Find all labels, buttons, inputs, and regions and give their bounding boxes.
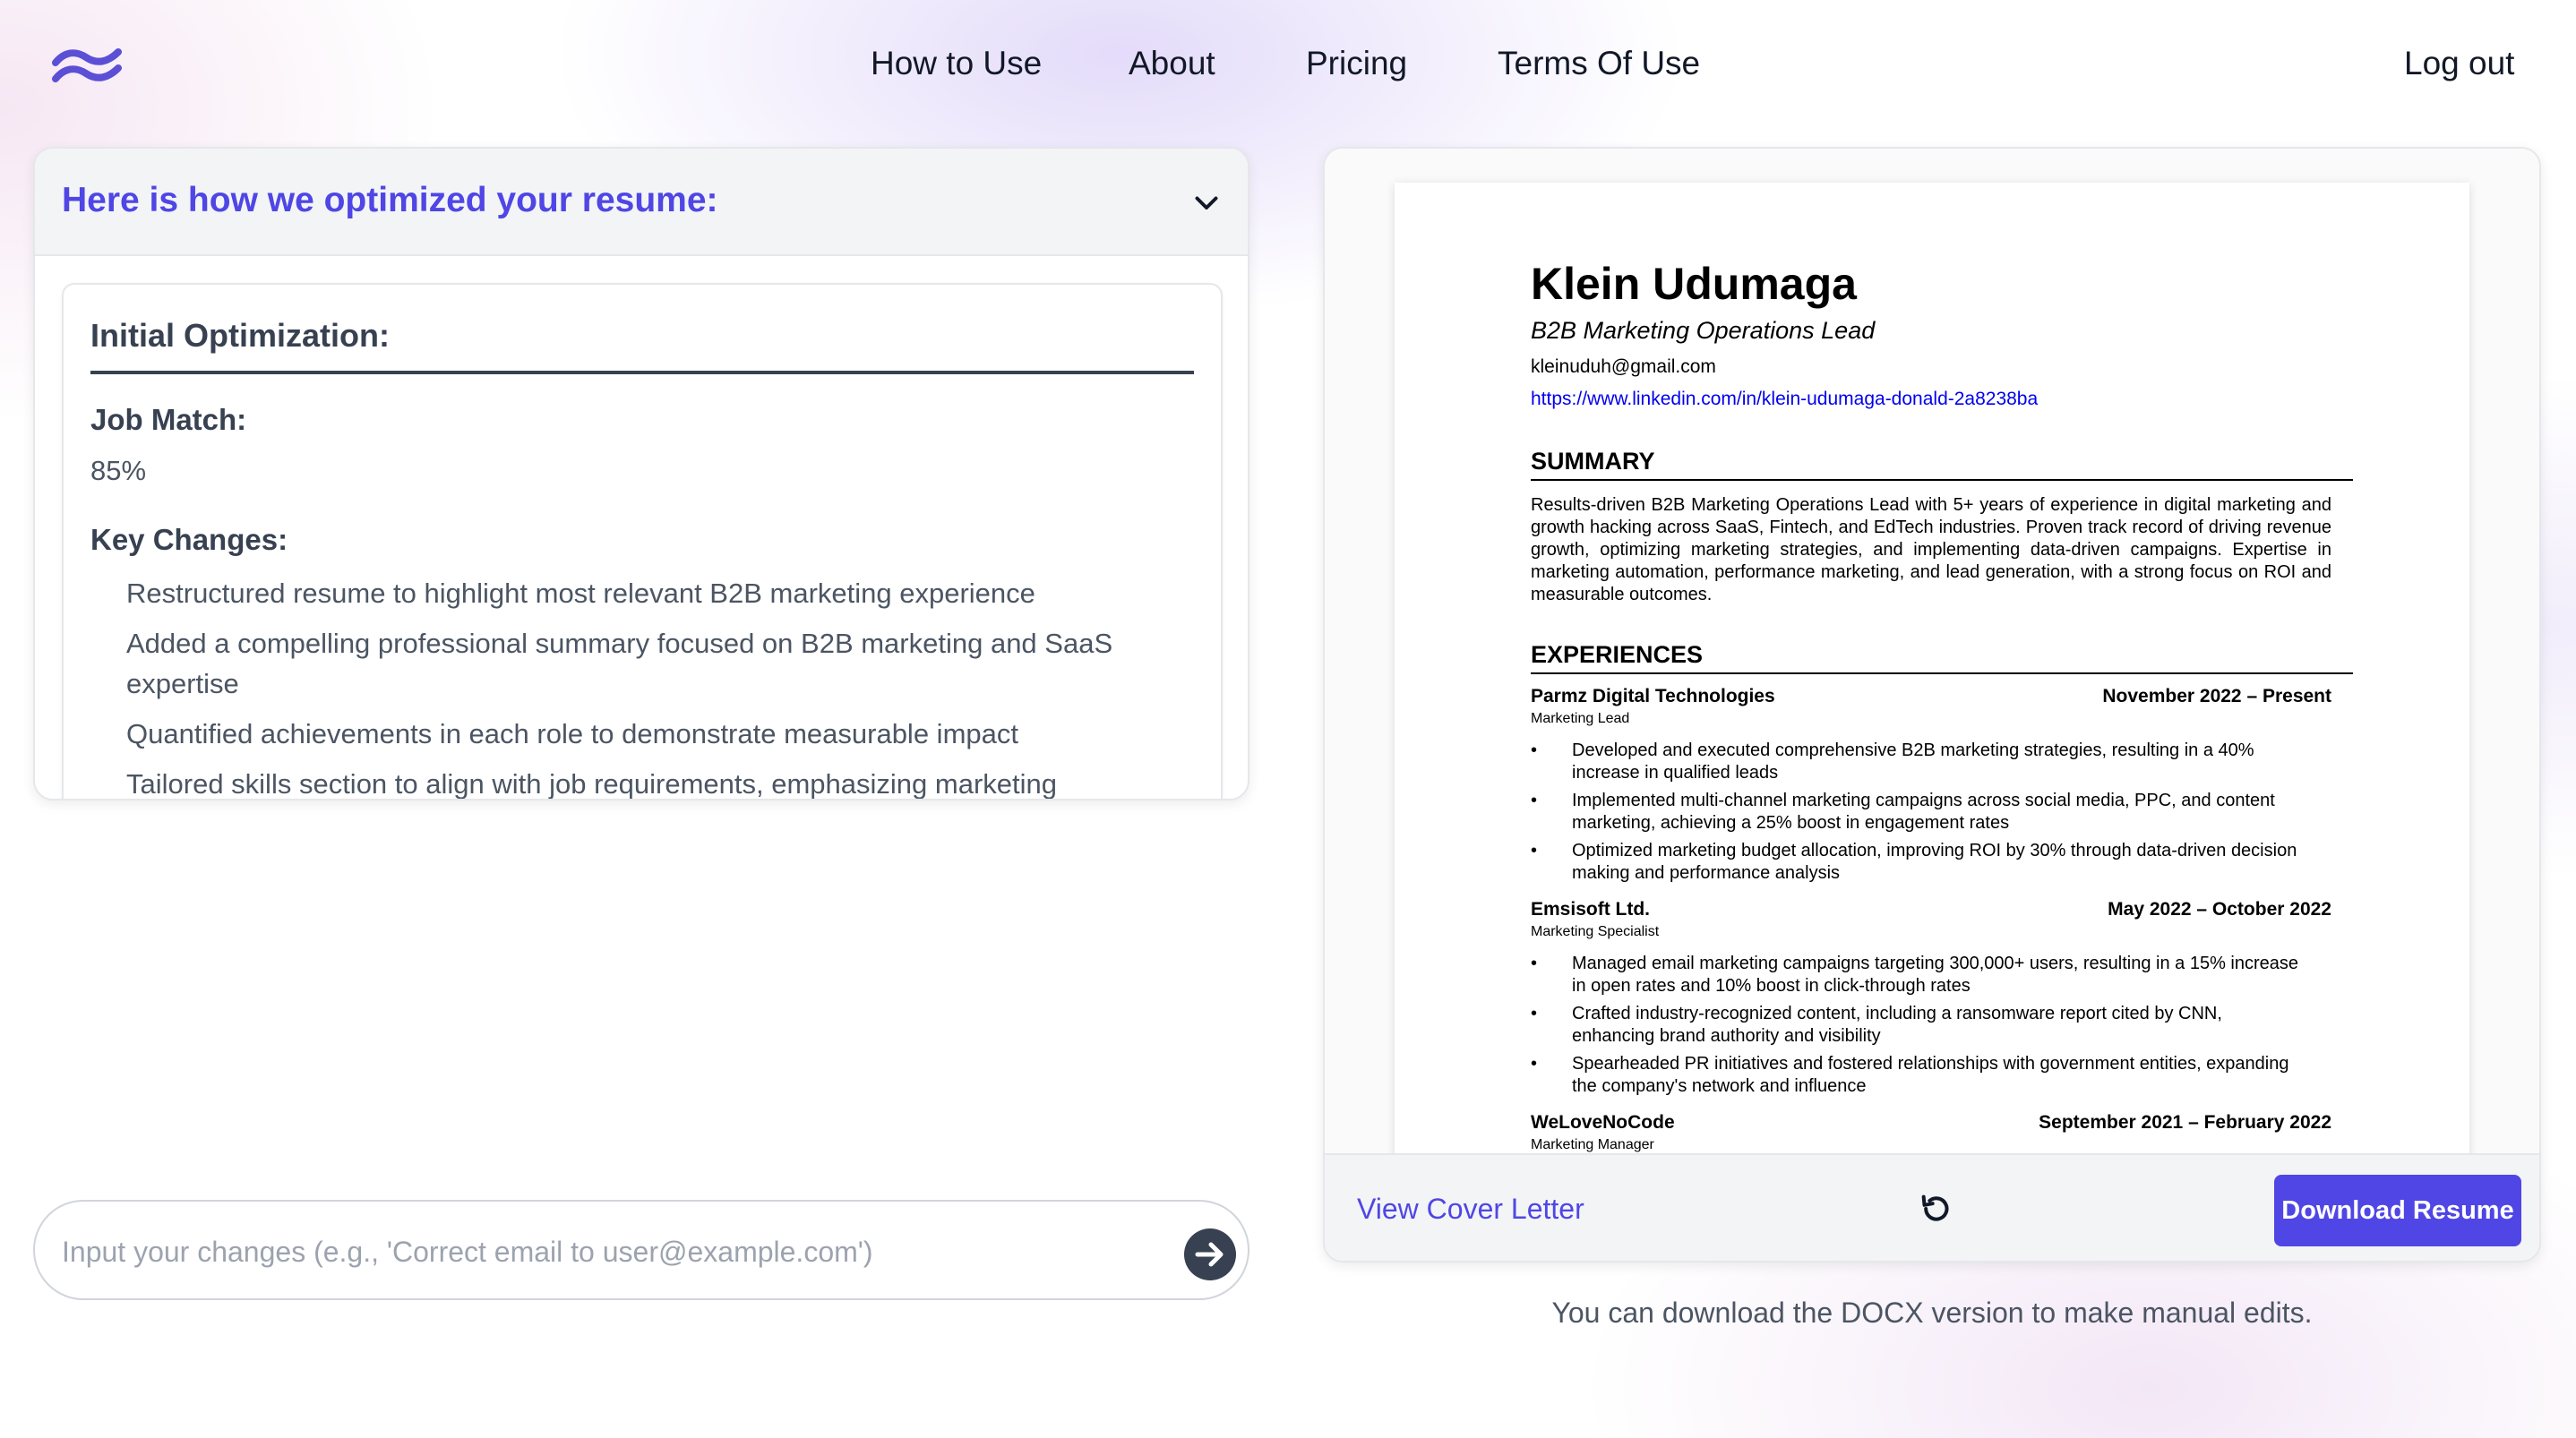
job-dates: September 2021 – February 2022	[2039, 1112, 2331, 1133]
send-arrow-icon[interactable]	[1183, 1228, 1237, 1281]
job-entry	[1531, 686, 2331, 890]
chevron-down-icon[interactable]	[1190, 186, 1223, 218]
summary-heading: SUMMARY	[1531, 448, 2353, 481]
nav-pricing[interactable]: Pricing	[1306, 45, 1408, 81]
download-resume-button[interactable]: Download Resume	[2274, 1175, 2521, 1246]
list-item: Quantified achievements in each role to demonstrate measurable impact	[126, 718, 1018, 749]
list-item: • Spearheaded PR initiatives and fostered relationships with government entities, expanding the company's network and influence	[1531, 1053, 2301, 1098]
key-changes-list	[126, 573, 1183, 800]
resume-preview-scroll[interactable]	[1325, 149, 2539, 1153]
list-item: • Managed email marketing campaigns targeting 300,000+ users, resulting in a 15% increase in open rates and 10% boost in click-through rates	[1531, 953, 2301, 997]
section-divider	[90, 371, 1194, 374]
logout-link[interactable]: Log out	[2404, 45, 2515, 81]
optimization-panel	[33, 147, 1249, 800]
job-match-label: Job Match:	[90, 403, 247, 436]
job-role: Marketing Specialist	[1531, 924, 1660, 939]
optimization-section-title: Initial Optimization:	[90, 317, 390, 354]
view-cover-letter-link[interactable]: View Cover Letter	[1357, 1193, 1584, 1225]
job-role: Marketing Lead	[1531, 711, 1630, 726]
job-company: Parmz Digital Technologies	[1531, 686, 1775, 706]
resume-page	[1395, 183, 2469, 1153]
resume-actions-bar	[1325, 1153, 2539, 1261]
list-item: • Implemented multi-channel marketing campaigns across social media, PPC, and content marketing, achieving a 25% boost in engagement rates	[1531, 790, 2301, 835]
resume-email: kleinuduh@gmail.com	[1531, 356, 1716, 377]
docx-note: You can download the DOCX version to make manual edits.	[1551, 1297, 2313, 1329]
optimization-details	[62, 283, 1223, 800]
optimization-header-title: Here is how we optimized your resume:	[62, 181, 718, 219]
job-dates: November 2022 – Present	[2102, 686, 2331, 706]
job-company: WeLoveNoCode	[1531, 1112, 1675, 1133]
list-item: • Developed and executed comprehensive B2B marketing strategies, resulting in a 40% increase in qualified leads	[1531, 740, 2301, 784]
list-item: • Optimized marketing budget allocation, improving ROI by 30% through data-driven decision making and performance analysis	[1531, 840, 2301, 885]
job-company: Emsisoft Ltd.	[1531, 899, 1651, 920]
nav-how-to-use[interactable]: How to Use	[871, 45, 1043, 81]
job-entry	[1531, 1112, 2331, 1153]
experience-heading: EXPERIENCES	[1531, 641, 2353, 674]
top-nav	[0, 45, 2576, 90]
optimization-accordion-header[interactable]	[35, 149, 1248, 256]
job-entry	[1531, 899, 2331, 1103]
undo-icon[interactable]	[1918, 1191, 1953, 1227]
nav-terms-of-use[interactable]: Terms Of Use	[1498, 45, 1701, 81]
resume-name: Klein Udumaga	[1531, 259, 1857, 309]
changes-input-container	[33, 1200, 1249, 1300]
job-bullets	[1531, 953, 2331, 1098]
resume-title: B2B Marketing Operations Lead	[1531, 317, 1876, 344]
job-bullets	[1531, 740, 2331, 885]
resume-preview-panel	[1323, 147, 2541, 1263]
job-role: Marketing Manager	[1531, 1137, 1654, 1152]
job-match-value: 85%	[90, 455, 147, 486]
changes-input[interactable]	[62, 1227, 1137, 1277]
key-changes-label: Key Changes:	[90, 523, 288, 556]
list-item: Tailored skills section to align with job requirements, emphasizing marketing	[126, 768, 1057, 800]
list-item: • Crafted industry-recognized content, including a ransomware report cited by CNN, enhancing brand authority and visibility	[1531, 1003, 2301, 1048]
summary-text: Results-driven B2B Marketing Operations Lead with 5+ years of experience in digital marketing and growth hacking across SaaS, Fintech, and EdTech industries. Proven track record of driving revenue growth, optimizing marketing strategies, and implementing data-driven campaigns. Expertise in marketing automation, performance marketing, and lead generation, with a strong focus on ROI and measurable outcomes.	[1531, 495, 2331, 604]
list-item: Restructured resume to highlight most relevant B2B marketing experience	[126, 578, 1035, 609]
nav-about[interactable]: About	[1129, 45, 1215, 81]
job-dates: May 2022 – October 2022	[2108, 899, 2331, 920]
list-item: Added a compelling professional summary focused on B2B marketing and SaaS expertise	[126, 628, 1113, 699]
resume-linkedin-link[interactable]: https://www.linkedin.com/in/klein-udumaga-donald-2a8238ba	[1531, 389, 2039, 409]
